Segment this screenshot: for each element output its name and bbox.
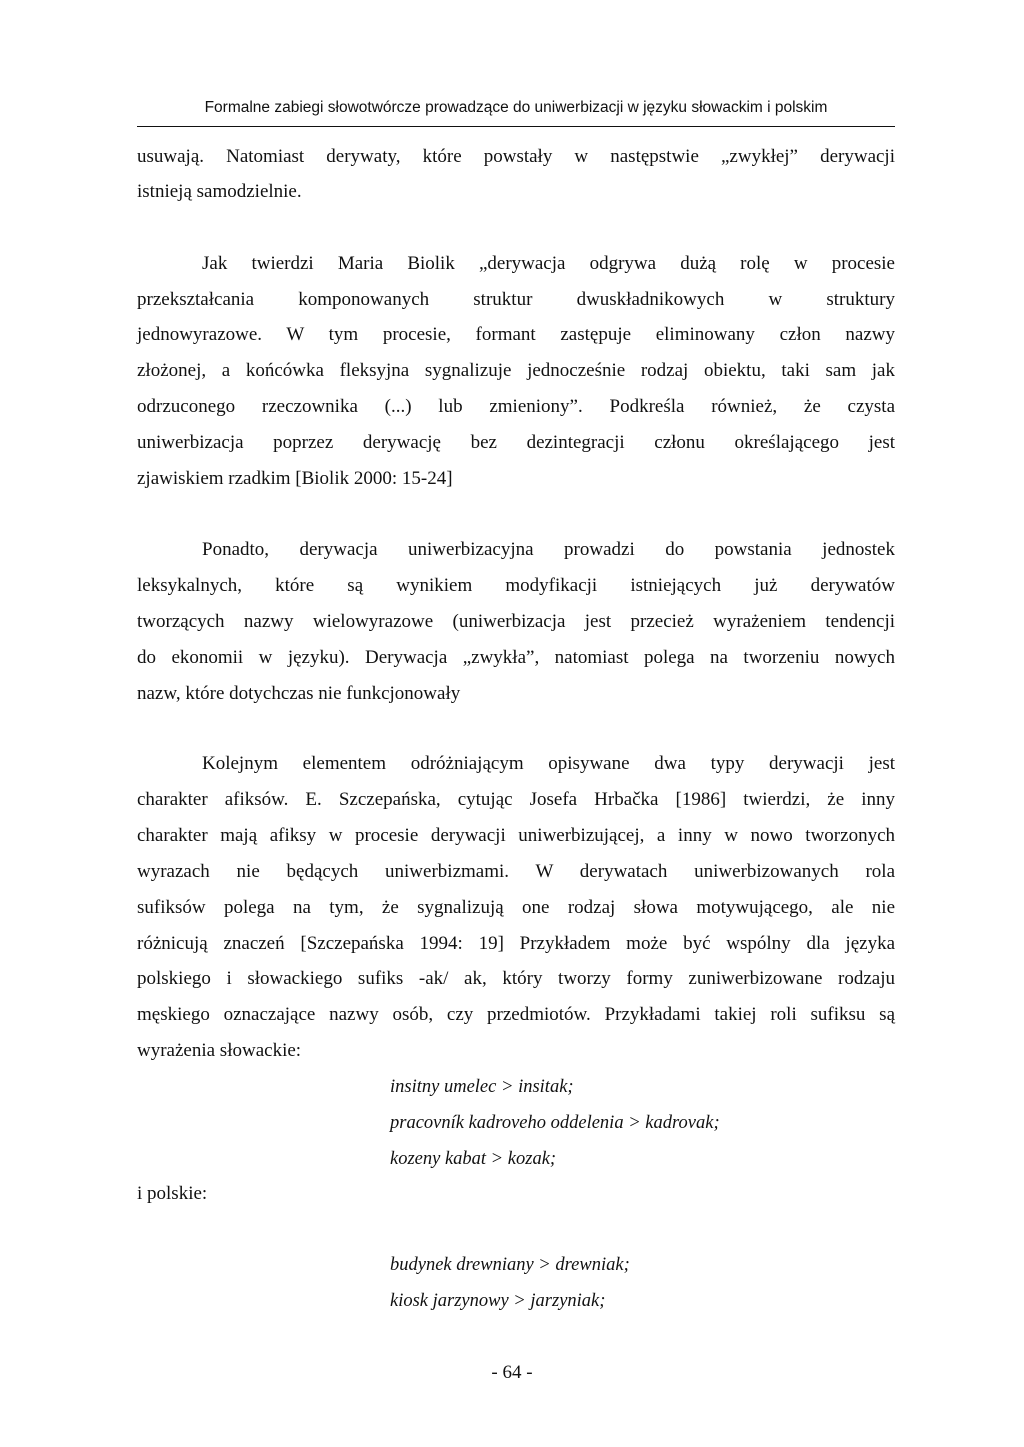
example-slovak: kozeny kabat > kozak;	[390, 1149, 557, 1169]
text-line: jednowyrazowe. W tym procesie, formant zastępuje eliminowany człon nazwy	[137, 324, 895, 345]
example-slovak: pracovník kadroveho oddelenia > kadrovak;	[390, 1113, 720, 1133]
text-line: charakter mają afiksy w procesie derywacji uniwerbizującej, a inny w nowo tworzonych	[137, 825, 895, 846]
text-line: wyrazach nie będących uniwerbizmami. W derywatach uniwerbizowanych rola	[137, 861, 895, 882]
text-line: leksykalnych, które są wynikiem modyfikacji istniejących już derywatów	[137, 575, 895, 596]
text-line: sufiksów polega na tym, że sygnalizują one rodzaj słowa motywującego, ale nie	[137, 897, 895, 918]
running-header: Formalne zabiegi słowotwórcze prowadzące do uniwerbizacji w języku słowackim i polskim	[137, 96, 895, 127]
text-line: męskiego oznaczające nazwy osób, czy przedmiotów. Przykładami takiej roli sufiksu są	[137, 1004, 895, 1025]
text-line: odrzuconego rzeczownika (...) lub zmieniony”. Podkreśla również, że czysta	[137, 396, 895, 417]
text-line: zjawiskiem rzadkim [Biolik 2000: 15-24]	[137, 468, 453, 489]
example-slovak: insitny umelec > insitak;	[390, 1077, 574, 1097]
text-line: uniwerbizacja poprzez derywację bez dezintegracji członu określającego jest	[137, 432, 895, 453]
text-line: istnieją samodzielnie.	[137, 181, 302, 202]
text-line: przekształcania komponowanych struktur dwuskładnikowych w struktury	[137, 289, 895, 310]
example-polish: kiosk jarzynowy > jarzyniak;	[390, 1291, 606, 1311]
text-line: usuwają. Natomiast derywaty, które powstały w następstwie „zwykłej” derywacji	[137, 146, 895, 167]
text-line: Ponadto, derywacja uniwerbizacyjna prowadzi do powstania jednostek	[202, 539, 895, 560]
text-line: Kolejnym elementem odróżniającym opisywane dwa typy derywacji jest	[202, 753, 895, 774]
text-line: nazw, które dotychczas nie funkcjonowały	[137, 683, 461, 704]
text-line: tworzących nazwy wielowyrazowe (uniwerbizacja jest przecież wyrażeniem tendencji	[137, 611, 895, 632]
text-line: złożonej, a końcówka fleksyjna sygnalizuje jednocześnie rodzaj obiektu, taki sam jak	[137, 360, 895, 381]
text-line: Jak twierdzi Maria Biolik „derywacja odgrywa dużą rolę w procesie	[202, 253, 895, 274]
page-number: - 64 -	[491, 1362, 533, 1383]
text-line: różnicują znaczeń [Szczepańska 1994: 19] Przykładem może być wspólny dla języka	[137, 933, 895, 954]
polish-examples-label: i polskie:	[137, 1183, 208, 1204]
text-line: charakter afiksów. E. Szczepańska, cytując Josefa Hrbačka [1986] twierdzi, że inny	[137, 789, 895, 810]
text-line: polskiego i słowackiego sufiks -ak/ ak, który tworzy formy zuniwerbizowane rodzaju	[137, 968, 895, 989]
text-line: wyrażenia słowackie:	[137, 1040, 302, 1061]
example-polish: budynek drewniany > drewniak;	[390, 1255, 630, 1275]
text-line: do ekonomii w języku). Derywacja „zwykła”, natomiast polega na tworzeniu nowych	[137, 647, 895, 668]
